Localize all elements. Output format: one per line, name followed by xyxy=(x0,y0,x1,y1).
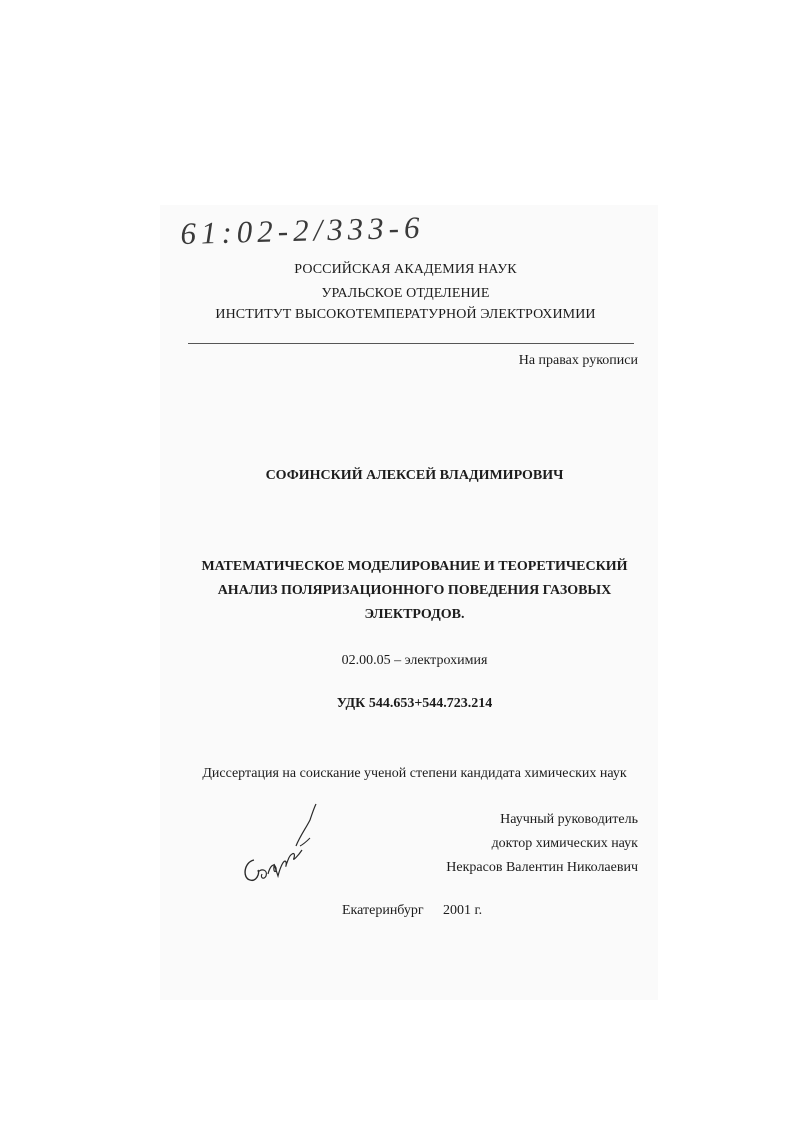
scanned-sheet xyxy=(160,205,658,1000)
degree-statement: Диссертация на соискание ученой степени кандидата химических наук xyxy=(202,766,627,781)
org-line-academy: РОССИЙСКАЯ АКАДЕМИЯ НАУК xyxy=(294,262,517,277)
supervisor-role: Научный руководитель xyxy=(500,812,638,827)
thesis-title-line-2: АНАЛИЗ ПОЛЯРИЗАЦИОННОГО ПОВЕДЕНИЯ ГАЗОВЫХ xyxy=(217,583,612,598)
org-line-branch: УРАЛЬСКОЕ ОТДЕЛЕНИЕ xyxy=(321,286,490,301)
org-line-institute: ИНСТИТУТ ВЫСОКОТЕМПЕРАТУРНОЙ ЭЛЕКТРОХИМИИ xyxy=(215,307,596,322)
specialty-code: 02.00.05 – электрохимия xyxy=(341,653,488,668)
supervisor-name: Некрасов Валентин Николаевич xyxy=(446,860,638,875)
year: 2001 г. xyxy=(443,903,483,918)
header-divider xyxy=(188,343,634,344)
thesis-title-line-1: МАТЕМАТИЧЕСКОЕ МОДЕЛИРОВАНИЕ И ТЕОРЕТИЧЕСКИЙ xyxy=(201,559,628,574)
city: Екатеринбург xyxy=(342,903,424,918)
thesis-title-line-3: ЭЛЕКТРОДОВ. xyxy=(364,607,465,622)
handwritten-signature xyxy=(240,800,320,895)
supervisor-rank: доктор химических наук xyxy=(491,836,638,851)
manuscript-note: На правах рукописи xyxy=(518,353,638,368)
udk-code: УДК 544.653+544.723.214 xyxy=(336,696,493,711)
author-name: СОФИНСКИЙ АЛЕКСЕЙ ВЛАДИМИРОВИЧ xyxy=(265,468,564,483)
handwritten-shelf-mark: 61:02-2/333-6 xyxy=(180,209,425,251)
